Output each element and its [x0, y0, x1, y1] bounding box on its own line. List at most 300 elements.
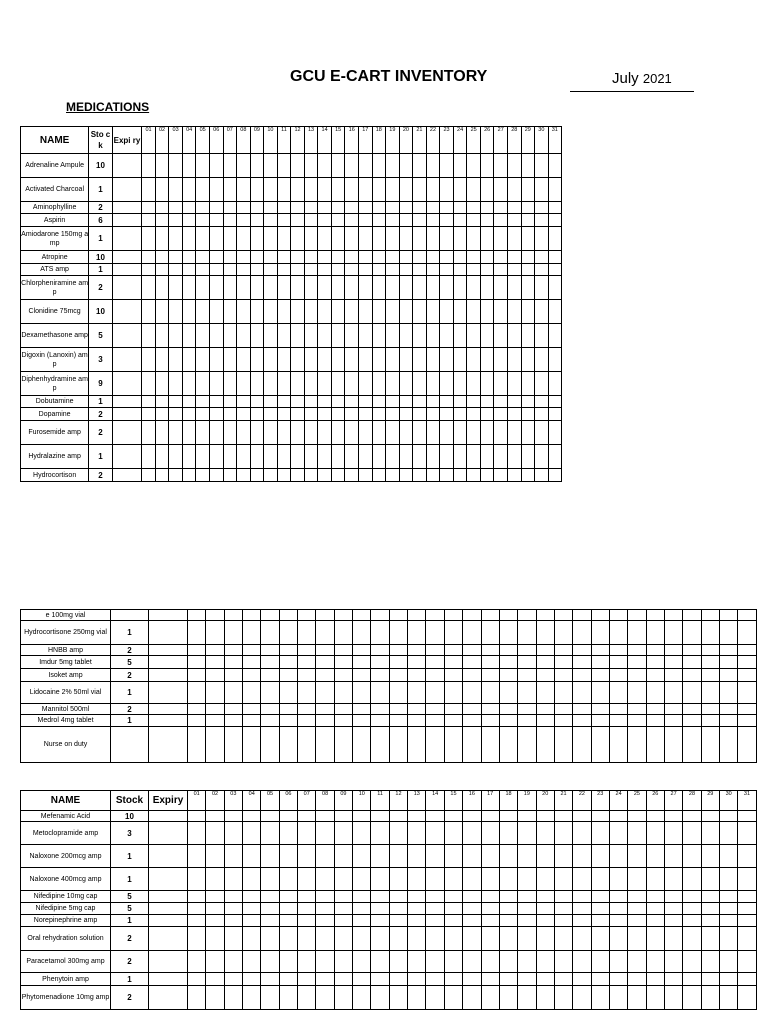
day-check-cell[interactable]: [331, 154, 345, 178]
day-check-cell[interactable]: [440, 300, 454, 324]
day-check-cell[interactable]: [609, 621, 627, 645]
day-check-cell[interactable]: [209, 372, 223, 396]
day-check-cell[interactable]: [261, 903, 279, 915]
day-check-cell[interactable]: [399, 214, 413, 227]
day-check-cell[interactable]: [261, 951, 279, 973]
day-check-cell[interactable]: [279, 986, 297, 1010]
day-check-cell[interactable]: [408, 682, 426, 704]
day-check-cell[interactable]: [535, 227, 549, 251]
day-check-cell[interactable]: [318, 421, 332, 445]
day-check-cell[interactable]: [389, 727, 407, 763]
day-check-cell[interactable]: [554, 727, 572, 763]
day-check-cell[interactable]: [536, 868, 554, 891]
day-check-cell[interactable]: [444, 669, 462, 682]
day-check-cell[interactable]: [664, 682, 682, 704]
day-check-cell[interactable]: [518, 986, 536, 1010]
day-check-cell[interactable]: [298, 845, 316, 868]
day-check-cell[interactable]: [237, 372, 251, 396]
day-check-cell[interactable]: [224, 727, 242, 763]
day-check-cell[interactable]: [142, 348, 156, 372]
day-check-cell[interactable]: [628, 986, 646, 1010]
day-check-cell[interactable]: [334, 669, 352, 682]
day-check-cell[interactable]: [261, 986, 279, 1010]
day-check-cell[interactable]: [554, 610, 572, 621]
day-check-cell[interactable]: [277, 372, 291, 396]
day-check-cell[interactable]: [628, 845, 646, 868]
day-check-cell[interactable]: [664, 669, 682, 682]
day-check-cell[interactable]: [318, 445, 332, 469]
day-check-cell[interactable]: [291, 396, 305, 408]
day-check-cell[interactable]: [426, 264, 440, 276]
day-check-cell[interactable]: [463, 704, 481, 715]
day-check-cell[interactable]: [316, 682, 334, 704]
day-check-cell[interactable]: [444, 822, 462, 845]
day-check-cell[interactable]: [223, 251, 237, 264]
day-check-cell[interactable]: [372, 202, 386, 214]
day-check-cell[interactable]: [440, 251, 454, 264]
day-check-cell[interactable]: [535, 396, 549, 408]
day-check-cell[interactable]: [408, 715, 426, 727]
day-check-cell[interactable]: [298, 903, 316, 915]
day-check-cell[interactable]: [196, 396, 210, 408]
day-check-cell[interactable]: [277, 348, 291, 372]
day-check-cell[interactable]: [738, 610, 756, 621]
day-check-cell[interactable]: [358, 227, 372, 251]
expiry-cell[interactable]: [149, 727, 188, 763]
day-check-cell[interactable]: [518, 915, 536, 927]
day-check-cell[interactable]: [609, 610, 627, 621]
day-check-cell[interactable]: [142, 469, 156, 482]
day-check-cell[interactable]: [188, 715, 206, 727]
day-check-cell[interactable]: [264, 408, 278, 421]
day-check-cell[interactable]: [298, 973, 316, 986]
day-check-cell[interactable]: [719, 845, 737, 868]
day-check-cell[interactable]: [243, 915, 261, 927]
day-check-cell[interactable]: [279, 903, 297, 915]
day-check-cell[interactable]: [188, 986, 206, 1010]
day-check-cell[interactable]: [318, 408, 332, 421]
day-check-cell[interactable]: [223, 372, 237, 396]
day-check-cell[interactable]: [142, 300, 156, 324]
day-check-cell[interactable]: [683, 951, 701, 973]
day-check-cell[interactable]: [554, 645, 572, 656]
day-check-cell[interactable]: [518, 704, 536, 715]
day-check-cell[interactable]: [508, 348, 522, 372]
day-check-cell[interactable]: [196, 276, 210, 300]
expiry-cell[interactable]: [112, 251, 142, 264]
day-check-cell[interactable]: [353, 704, 371, 715]
day-check-cell[interactable]: [738, 715, 756, 727]
day-check-cell[interactable]: [188, 621, 206, 645]
day-check-cell[interactable]: [444, 610, 462, 621]
expiry-cell[interactable]: [112, 408, 142, 421]
day-check-cell[interactable]: [209, 251, 223, 264]
day-check-cell[interactable]: [353, 715, 371, 727]
day-check-cell[interactable]: [536, 669, 554, 682]
day-check-cell[interactable]: [683, 845, 701, 868]
day-check-cell[interactable]: [399, 300, 413, 324]
day-check-cell[interactable]: [224, 704, 242, 715]
day-check-cell[interactable]: [155, 372, 169, 396]
day-check-cell[interactable]: [701, 903, 719, 915]
day-check-cell[interactable]: [536, 822, 554, 845]
day-check-cell[interactable]: [304, 227, 318, 251]
day-check-cell[interactable]: [426, 469, 440, 482]
day-check-cell[interactable]: [573, 727, 591, 763]
day-check-cell[interactable]: [481, 845, 499, 868]
day-check-cell[interactable]: [353, 845, 371, 868]
day-check-cell[interactable]: [463, 845, 481, 868]
day-check-cell[interactable]: [413, 396, 427, 408]
day-check-cell[interactable]: [664, 868, 682, 891]
day-check-cell[interactable]: [628, 973, 646, 986]
day-check-cell[interactable]: [426, 178, 440, 202]
day-check-cell[interactable]: [386, 264, 400, 276]
day-check-cell[interactable]: [209, 227, 223, 251]
day-check-cell[interactable]: [237, 300, 251, 324]
day-check-cell[interactable]: [188, 822, 206, 845]
day-check-cell[interactable]: [738, 868, 756, 891]
day-check-cell[interactable]: [243, 645, 261, 656]
day-check-cell[interactable]: [536, 973, 554, 986]
day-check-cell[interactable]: [554, 682, 572, 704]
day-check-cell[interactable]: [389, 822, 407, 845]
day-check-cell[interactable]: [518, 868, 536, 891]
day-check-cell[interactable]: [508, 445, 522, 469]
day-check-cell[interactable]: [386, 408, 400, 421]
day-check-cell[interactable]: [535, 214, 549, 227]
day-check-cell[interactable]: [224, 891, 242, 903]
day-check-cell[interactable]: [298, 656, 316, 669]
day-check-cell[interactable]: [467, 214, 481, 227]
day-check-cell[interactable]: [408, 927, 426, 951]
day-check-cell[interactable]: [334, 903, 352, 915]
day-check-cell[interactable]: [664, 891, 682, 903]
day-check-cell[interactable]: [318, 251, 332, 264]
day-check-cell[interactable]: [480, 251, 494, 264]
day-check-cell[interactable]: [142, 276, 156, 300]
day-check-cell[interactable]: [719, 891, 737, 903]
day-check-cell[interactable]: [250, 324, 264, 348]
day-check-cell[interactable]: [573, 610, 591, 621]
day-check-cell[interactable]: [426, 154, 440, 178]
day-check-cell[interactable]: [573, 973, 591, 986]
day-check-cell[interactable]: [264, 469, 278, 482]
day-check-cell[interactable]: [554, 915, 572, 927]
day-check-cell[interactable]: [413, 264, 427, 276]
day-check-cell[interactable]: [155, 348, 169, 372]
day-check-cell[interactable]: [223, 421, 237, 445]
day-check-cell[interactable]: [261, 868, 279, 891]
day-check-cell[interactable]: [548, 251, 561, 264]
day-check-cell[interactable]: [467, 445, 481, 469]
day-check-cell[interactable]: [573, 986, 591, 1010]
day-check-cell[interactable]: [298, 621, 316, 645]
day-check-cell[interactable]: [646, 610, 664, 621]
day-check-cell[interactable]: [521, 300, 535, 324]
day-check-cell[interactable]: [453, 421, 467, 445]
day-check-cell[interactable]: [508, 276, 522, 300]
day-check-cell[interactable]: [518, 822, 536, 845]
day-check-cell[interactable]: [237, 178, 251, 202]
day-check-cell[interactable]: [334, 822, 352, 845]
day-check-cell[interactable]: [426, 300, 440, 324]
day-check-cell[interactable]: [463, 669, 481, 682]
day-check-cell[interactable]: [279, 915, 297, 927]
expiry-cell[interactable]: [149, 621, 188, 645]
day-check-cell[interactable]: [243, 891, 261, 903]
day-check-cell[interactable]: [481, 915, 499, 927]
day-check-cell[interactable]: [591, 645, 609, 656]
day-check-cell[interactable]: [243, 986, 261, 1010]
day-check-cell[interactable]: [279, 669, 297, 682]
day-check-cell[interactable]: [426, 927, 444, 951]
day-check-cell[interactable]: [371, 973, 389, 986]
day-check-cell[interactable]: [628, 610, 646, 621]
expiry-cell[interactable]: [149, 927, 188, 951]
day-check-cell[interactable]: [182, 408, 196, 421]
day-check-cell[interactable]: [169, 396, 183, 408]
day-check-cell[interactable]: [408, 973, 426, 986]
day-check-cell[interactable]: [223, 396, 237, 408]
day-check-cell[interactable]: [683, 868, 701, 891]
day-check-cell[interactable]: [535, 276, 549, 300]
day-check-cell[interactable]: [279, 927, 297, 951]
day-check-cell[interactable]: [535, 264, 549, 276]
day-check-cell[interactable]: [277, 324, 291, 348]
day-check-cell[interactable]: [408, 727, 426, 763]
day-check-cell[interactable]: [426, 951, 444, 973]
day-check-cell[interactable]: [426, 727, 444, 763]
day-check-cell[interactable]: [399, 469, 413, 482]
day-check-cell[interactable]: [463, 645, 481, 656]
day-check-cell[interactable]: [536, 682, 554, 704]
expiry-cell[interactable]: [149, 845, 188, 868]
day-check-cell[interactable]: [494, 469, 508, 482]
day-check-cell[interactable]: [518, 645, 536, 656]
day-check-cell[interactable]: [444, 682, 462, 704]
day-check-cell[interactable]: [345, 408, 359, 421]
day-check-cell[interactable]: [628, 927, 646, 951]
day-check-cell[interactable]: [291, 227, 305, 251]
day-check-cell[interactable]: [188, 727, 206, 763]
day-check-cell[interactable]: [609, 669, 627, 682]
day-check-cell[interactable]: [408, 656, 426, 669]
day-check-cell[interactable]: [413, 348, 427, 372]
day-check-cell[interactable]: [331, 178, 345, 202]
day-check-cell[interactable]: [334, 811, 352, 822]
day-check-cell[interactable]: [345, 396, 359, 408]
day-check-cell[interactable]: [353, 645, 371, 656]
day-check-cell[interactable]: [453, 227, 467, 251]
day-check-cell[interactable]: [548, 227, 561, 251]
day-check-cell[interactable]: [480, 154, 494, 178]
day-check-cell[interactable]: [331, 264, 345, 276]
day-check-cell[interactable]: [345, 276, 359, 300]
day-check-cell[interactable]: [628, 704, 646, 715]
day-check-cell[interactable]: [467, 469, 481, 482]
day-check-cell[interactable]: [480, 324, 494, 348]
day-check-cell[interactable]: [243, 811, 261, 822]
day-check-cell[interactable]: [169, 251, 183, 264]
day-check-cell[interactable]: [389, 682, 407, 704]
day-check-cell[interactable]: [345, 227, 359, 251]
day-check-cell[interactable]: [548, 214, 561, 227]
day-check-cell[interactable]: [209, 264, 223, 276]
day-check-cell[interactable]: [353, 610, 371, 621]
day-check-cell[interactable]: [426, 408, 440, 421]
day-check-cell[interactable]: [508, 227, 522, 251]
day-check-cell[interactable]: [467, 227, 481, 251]
day-check-cell[interactable]: [518, 811, 536, 822]
day-check-cell[interactable]: [316, 822, 334, 845]
day-check-cell[interactable]: [719, 669, 737, 682]
day-check-cell[interactable]: [518, 727, 536, 763]
day-check-cell[interactable]: [573, 927, 591, 951]
day-check-cell[interactable]: [389, 811, 407, 822]
day-check-cell[interactable]: [371, 645, 389, 656]
day-check-cell[interactable]: [399, 154, 413, 178]
day-check-cell[interactable]: [609, 903, 627, 915]
day-check-cell[interactable]: [331, 372, 345, 396]
day-check-cell[interactable]: [499, 610, 517, 621]
day-check-cell[interactable]: [535, 445, 549, 469]
day-check-cell[interactable]: [188, 845, 206, 868]
day-check-cell[interactable]: [261, 891, 279, 903]
day-check-cell[interactable]: [444, 845, 462, 868]
day-check-cell[interactable]: [719, 656, 737, 669]
day-check-cell[interactable]: [719, 951, 737, 973]
day-check-cell[interactable]: [494, 214, 508, 227]
day-check-cell[interactable]: [518, 951, 536, 973]
day-check-cell[interactable]: [664, 621, 682, 645]
day-check-cell[interactable]: [264, 251, 278, 264]
day-check-cell[interactable]: [701, 811, 719, 822]
day-check-cell[interactable]: [628, 656, 646, 669]
day-check-cell[interactable]: [521, 154, 535, 178]
expiry-cell[interactable]: [149, 704, 188, 715]
day-check-cell[interactable]: [372, 276, 386, 300]
day-check-cell[interactable]: [224, 903, 242, 915]
day-check-cell[interactable]: [508, 251, 522, 264]
day-check-cell[interactable]: [318, 396, 332, 408]
day-check-cell[interactable]: [250, 372, 264, 396]
day-check-cell[interactable]: [371, 845, 389, 868]
day-check-cell[interactable]: [719, 868, 737, 891]
day-check-cell[interactable]: [535, 300, 549, 324]
day-check-cell[interactable]: [591, 986, 609, 1010]
day-check-cell[interactable]: [536, 610, 554, 621]
day-check-cell[interactable]: [738, 973, 756, 986]
day-check-cell[interactable]: [664, 715, 682, 727]
day-check-cell[interactable]: [591, 915, 609, 927]
expiry-cell[interactable]: [149, 868, 188, 891]
day-check-cell[interactable]: [536, 951, 554, 973]
day-check-cell[interactable]: [701, 822, 719, 845]
day-check-cell[interactable]: [463, 927, 481, 951]
day-check-cell[interactable]: [499, 973, 517, 986]
day-check-cell[interactable]: [548, 421, 561, 445]
day-check-cell[interactable]: [261, 682, 279, 704]
day-check-cell[interactable]: [237, 276, 251, 300]
day-check-cell[interactable]: [494, 264, 508, 276]
day-check-cell[interactable]: [318, 469, 332, 482]
day-check-cell[interactable]: [223, 227, 237, 251]
day-check-cell[interactable]: [719, 973, 737, 986]
day-check-cell[interactable]: [444, 915, 462, 927]
day-check-cell[interactable]: [261, 669, 279, 682]
day-check-cell[interactable]: [628, 811, 646, 822]
day-check-cell[interactable]: [521, 276, 535, 300]
day-check-cell[interactable]: [358, 202, 372, 214]
day-check-cell[interactable]: [701, 704, 719, 715]
day-check-cell[interactable]: [304, 396, 318, 408]
day-check-cell[interactable]: [223, 214, 237, 227]
day-check-cell[interactable]: [536, 986, 554, 1010]
day-check-cell[interactable]: [683, 927, 701, 951]
day-check-cell[interactable]: [206, 669, 224, 682]
day-check-cell[interactable]: [548, 264, 561, 276]
day-check-cell[interactable]: [389, 986, 407, 1010]
day-check-cell[interactable]: [331, 445, 345, 469]
day-check-cell[interactable]: [279, 822, 297, 845]
day-check-cell[interactable]: [298, 927, 316, 951]
day-check-cell[interactable]: [224, 915, 242, 927]
day-check-cell[interactable]: [440, 469, 454, 482]
day-check-cell[interactable]: [521, 214, 535, 227]
day-check-cell[interactable]: [389, 715, 407, 727]
day-check-cell[interactable]: [358, 445, 372, 469]
day-check-cell[interactable]: [683, 656, 701, 669]
day-check-cell[interactable]: [169, 469, 183, 482]
day-check-cell[interactable]: [182, 445, 196, 469]
day-check-cell[interactable]: [508, 396, 522, 408]
day-check-cell[interactable]: [371, 682, 389, 704]
day-check-cell[interactable]: [508, 214, 522, 227]
day-check-cell[interactable]: [318, 214, 332, 227]
day-check-cell[interactable]: [494, 408, 508, 421]
day-check-cell[interactable]: [279, 645, 297, 656]
day-check-cell[interactable]: [389, 951, 407, 973]
day-check-cell[interactable]: [386, 276, 400, 300]
day-check-cell[interactable]: [426, 903, 444, 915]
day-check-cell[interactable]: [664, 915, 682, 927]
day-check-cell[interactable]: [535, 469, 549, 482]
day-check-cell[interactable]: [463, 951, 481, 973]
day-check-cell[interactable]: [196, 178, 210, 202]
day-check-cell[interactable]: [463, 903, 481, 915]
day-check-cell[interactable]: [609, 973, 627, 986]
day-check-cell[interactable]: [664, 973, 682, 986]
day-check-cell[interactable]: [521, 421, 535, 445]
day-check-cell[interactable]: [535, 178, 549, 202]
day-check-cell[interactable]: [298, 645, 316, 656]
day-check-cell[interactable]: [426, 348, 440, 372]
day-check-cell[interactable]: [334, 715, 352, 727]
day-check-cell[interactable]: [609, 927, 627, 951]
day-check-cell[interactable]: [508, 300, 522, 324]
day-check-cell[interactable]: [188, 645, 206, 656]
day-check-cell[interactable]: [209, 324, 223, 348]
day-check-cell[interactable]: [386, 227, 400, 251]
day-check-cell[interactable]: [169, 178, 183, 202]
day-check-cell[interactable]: [237, 251, 251, 264]
day-check-cell[interactable]: [250, 214, 264, 227]
day-check-cell[interactable]: [591, 868, 609, 891]
day-check-cell[interactable]: [426, 682, 444, 704]
day-check-cell[interactable]: [499, 951, 517, 973]
day-check-cell[interactable]: [453, 251, 467, 264]
